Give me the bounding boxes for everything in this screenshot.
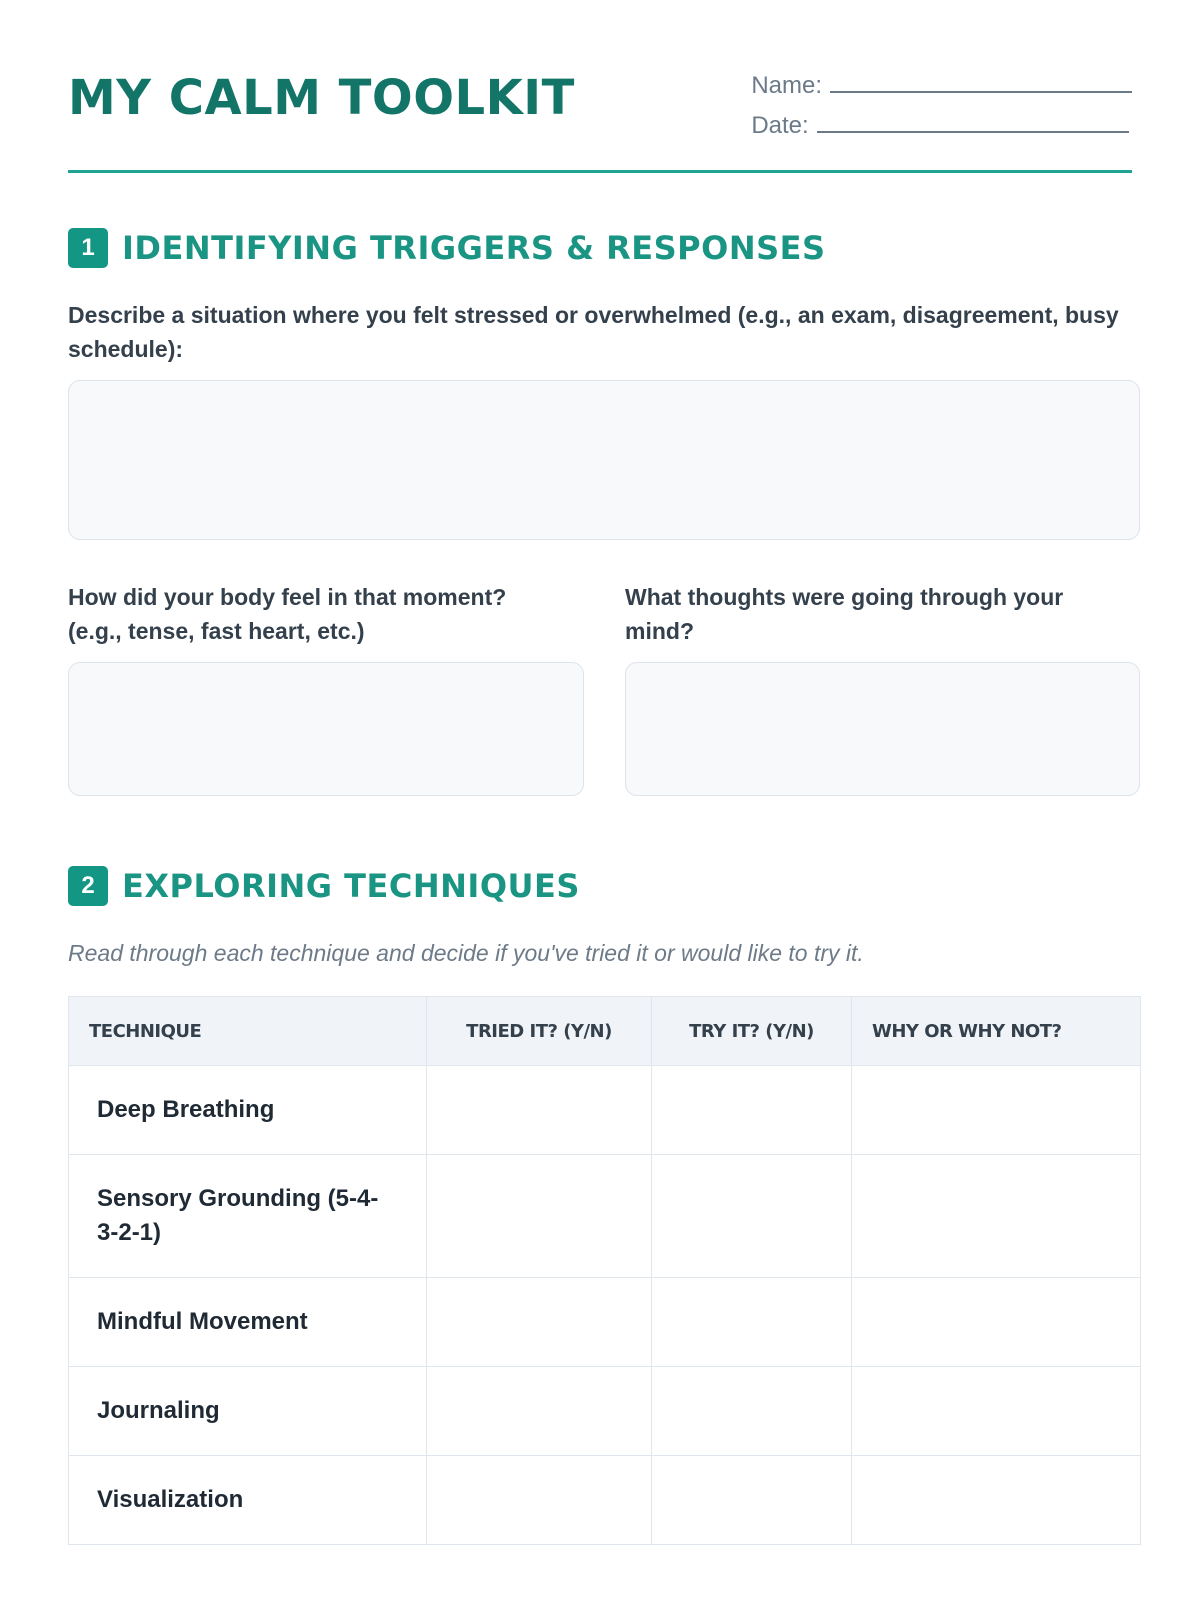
page-title: MY CALM TOOLKIT (68, 70, 575, 126)
table-row (69, 1456, 1141, 1545)
section-title: EXPLORING TECHNIQUES (122, 867, 580, 905)
date-label: Date: (751, 112, 809, 139)
column-header-tried: TRIED IT? (Y/N) (427, 997, 652, 1066)
technique-name: Sensory Grounding (5-4-3-2-1) (69, 1155, 427, 1278)
technique-name: Mindful Movement (69, 1278, 427, 1367)
tried-cell[interactable] (427, 1456, 652, 1545)
section-1-heading (68, 228, 826, 268)
why-cell[interactable] (852, 1066, 1141, 1155)
table-row (69, 1155, 1141, 1278)
tried-cell[interactable] (427, 1278, 652, 1367)
why-cell[interactable] (852, 1278, 1141, 1367)
column-header-why: WHY OR WHY NOT? (852, 997, 1141, 1066)
technique-name: Visualization (69, 1456, 427, 1545)
tried-cell[interactable] (427, 1066, 652, 1155)
table-row (69, 1278, 1141, 1367)
situation-prompt: Describe a situation where you felt stressed or overwhelmed (e.g., an exam, disagreement, busy schedule): (68, 302, 1119, 362)
table-header-row (69, 997, 1141, 1066)
name-date-fields (751, 66, 1132, 146)
why-cell[interactable] (852, 1155, 1141, 1278)
try-cell[interactable] (652, 1155, 852, 1278)
table-row (69, 1367, 1141, 1456)
tried-cell[interactable] (427, 1367, 652, 1456)
techniques-table (68, 996, 1141, 1545)
try-cell[interactable] (652, 1367, 852, 1456)
column-header-technique: TECHNIQUE (69, 997, 427, 1066)
technique-name: Journaling (69, 1367, 427, 1456)
try-cell[interactable] (652, 1456, 852, 1545)
table-row (69, 1066, 1141, 1155)
why-cell[interactable] (852, 1456, 1141, 1545)
date-field[interactable] (751, 106, 1132, 146)
tried-cell[interactable] (427, 1155, 652, 1278)
situation-answer-box[interactable] (68, 380, 1140, 540)
section-2-heading (68, 866, 580, 906)
thoughts-prompt: What thoughts were going through your mind? (625, 584, 1064, 644)
thoughts-answer-box[interactable] (625, 662, 1140, 796)
name-blank-line[interactable] (830, 73, 1132, 93)
body-feeling-answer-box[interactable] (68, 662, 584, 796)
body-feeling-prompt: How did your body feel in that moment? (e.g., tense, fast heart, etc.) (68, 584, 507, 644)
name-label: Name: (751, 72, 822, 99)
try-cell[interactable] (652, 1066, 852, 1155)
date-blank-line[interactable] (817, 113, 1129, 133)
name-field[interactable] (751, 66, 1132, 106)
column-header-try: TRY IT? (Y/N) (652, 997, 852, 1066)
section-number-badge: 1 (68, 228, 108, 268)
section-number-badge: 2 (68, 866, 108, 906)
section-title: IDENTIFYING TRIGGERS & RESPONSES (122, 229, 826, 267)
worksheet-header (68, 0, 1132, 173)
technique-name: Deep Breathing (69, 1066, 427, 1155)
try-cell[interactable] (652, 1278, 852, 1367)
why-cell[interactable] (852, 1367, 1141, 1456)
section-instructions: Read through each technique and decide if you've tried it or would like to try it. (68, 940, 864, 966)
